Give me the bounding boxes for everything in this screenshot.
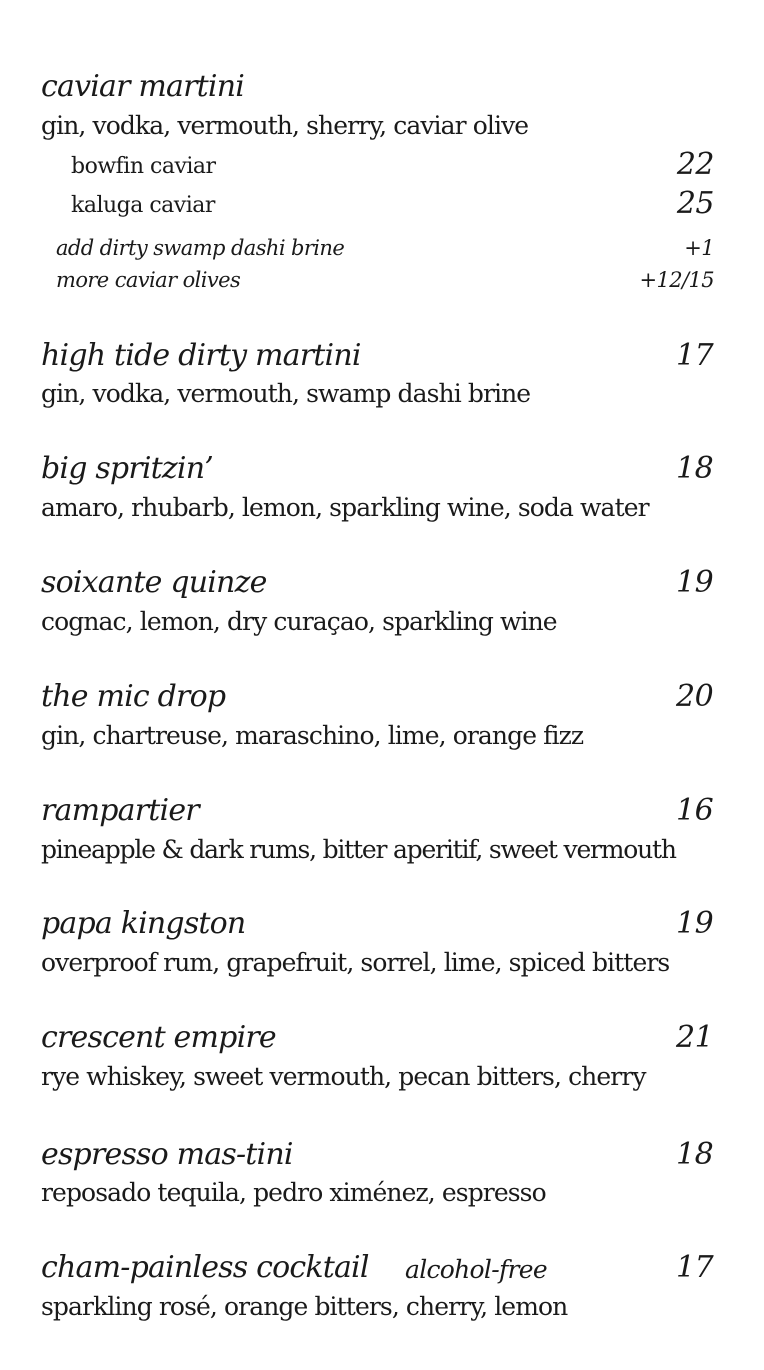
item-name: crescent empire [41,1020,276,1055]
item-name: the mic drop [41,679,226,714]
addon-price-caviar-olives: +12/15 [639,268,714,292]
item-description: amaro, rhubarb, lemon, sparkling wine, soda water [41,493,649,522]
option-price-bowfin-caviar: 22 [676,147,714,182]
item-name-caviar-martini: caviar martini [41,69,245,104]
addon-label-caviar-olives: more caviar olives [56,268,241,292]
alcohol-free-note: alcohol-free [405,1255,547,1284]
item-description: reposado tequila, pedro ximénez, espresso [41,1178,546,1207]
option-label-bowfin-caviar: bowfin caviar [71,154,216,179]
item-price: 21 [676,1020,714,1055]
item-name: cham-painless cocktail [41,1250,369,1285]
item-description: sparkling rosé, orange bitters, cherry, lemon [41,1292,568,1321]
item-description: pineapple & dark rums, bitter aperitif, sweet vermouth [41,835,676,864]
item-description: gin, chartreuse, maraschino, lime, orange fizz [41,721,584,750]
item-price: 17 [676,1250,714,1285]
item-description: rye whiskey, sweet vermouth, pecan bitters, cherry [41,1062,646,1091]
item-price: 18 [676,1137,714,1172]
item-price: 16 [676,793,714,828]
item-name: soixante quinze [41,565,267,600]
item-price: 20 [676,679,714,714]
item-price: 19 [676,565,714,600]
item-name: papa kingston [41,906,246,941]
item-price: 19 [676,906,714,941]
option-price-kaluga-caviar: 25 [676,186,714,221]
item-description: cognac, lemon, dry curaçao, sparkling wine [41,607,557,636]
item-name: rampartier [41,793,199,828]
item-description: overproof rum, grapefruit, sorrel, lime, spiced bitters [41,948,670,977]
item-name: high tide dirty martini [41,338,361,373]
item-description: gin, vodka, vermouth, swamp dashi brine [41,379,531,408]
item-name: espresso mas-tini [41,1137,293,1172]
item-name: big spritzin’ [41,451,213,486]
item-description-caviar-martini: gin, vodka, vermouth, sherry, caviar olive [41,111,529,140]
item-price: 18 [676,451,714,486]
addon-label-dashi-brine: add dirty swamp dashi brine [56,236,345,260]
option-label-kaluga-caviar: kaluga caviar [71,193,215,218]
item-price: 17 [676,338,714,373]
addon-price-dashi-brine: +1 [684,236,714,260]
